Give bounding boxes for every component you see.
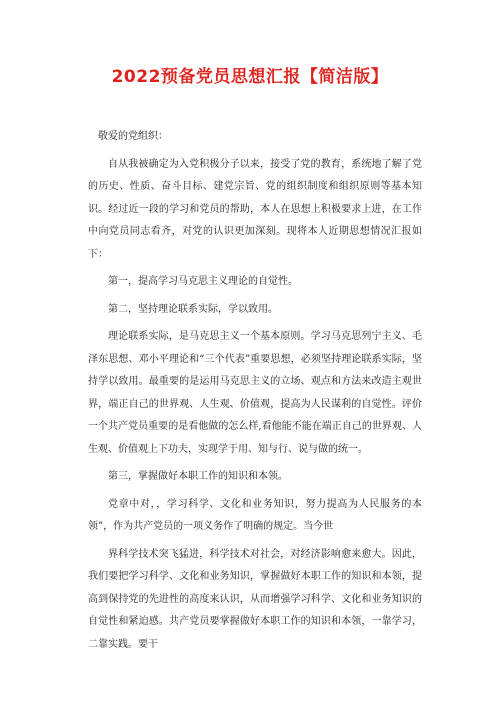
paragraph-point-one: 第一，提高学习马克思主义理论的自觉性。 [108,276,298,287]
paragraph-theory-practice: 理论联系实际，是马克思主义一个基本原则。学习马克思列宁主义、毛泽东思想、邓小平理论和“三个代表”重要思想，必须坚持理论联系实际，坚持学以致用。最重要的是运用马克思主义的立场、观点和方法来改造主观世界，端正自己的世界观、人生观、价值观，提高为人民谋利的自觉性。评价一个共产党员重要的是看他做的怎么样,看他能不能在端正自己的世界观、人生观、价值观上下功夫，实现学于用、知与行、说与做的统一。 [88,331,422,455]
paragraph-party-constitution: 党章中对，，学习科学、文化和业务知识，努力提高为人民服务的本领”，作为共产党员的一项义务作了明确的规定。当今世 [88,498,422,532]
paragraph-science-technology: 界科学技术突飞猛进，科学技术对社会，对经济影响愈来愈大。因此，我们要把学习科学、文化和业务知识，掌握做好本职工作的知识和本领，提高到保持党的先进性的高度来认识，从而增强学习科学、文化和业务知识的自觉性和紧迫感。共产党员要掌握做好本职工作的知识和本领，一靠学习，二靠实践。要干 [88,548,422,650]
paragraph-point-two: 第二，坚持理论联系实际，学以致用。 [108,303,278,315]
document-body [88,126,422,661]
paragraph-point-three: 第三，掌握做好本职工作的知识和本领。 [108,471,288,482]
salutation: 敬爱的党组织： [98,131,168,142]
document-title: 2022预备党员思想汇报【简洁版】 [111,67,389,87]
paragraph-intro: 自从我被确定为入党积极分子以来，接受了党的教育，系统地了解了党的历史、性质、奋斗目标、建党宗旨、党的组织制度和组织原则等基本知识。经过近一段的学习和党员的帮助，本人在思想上积极要求上进，在工作中向党员同志看齐，对党的认识更加深刻。现将本人近期思想情况汇报如下： [88,158,422,260]
